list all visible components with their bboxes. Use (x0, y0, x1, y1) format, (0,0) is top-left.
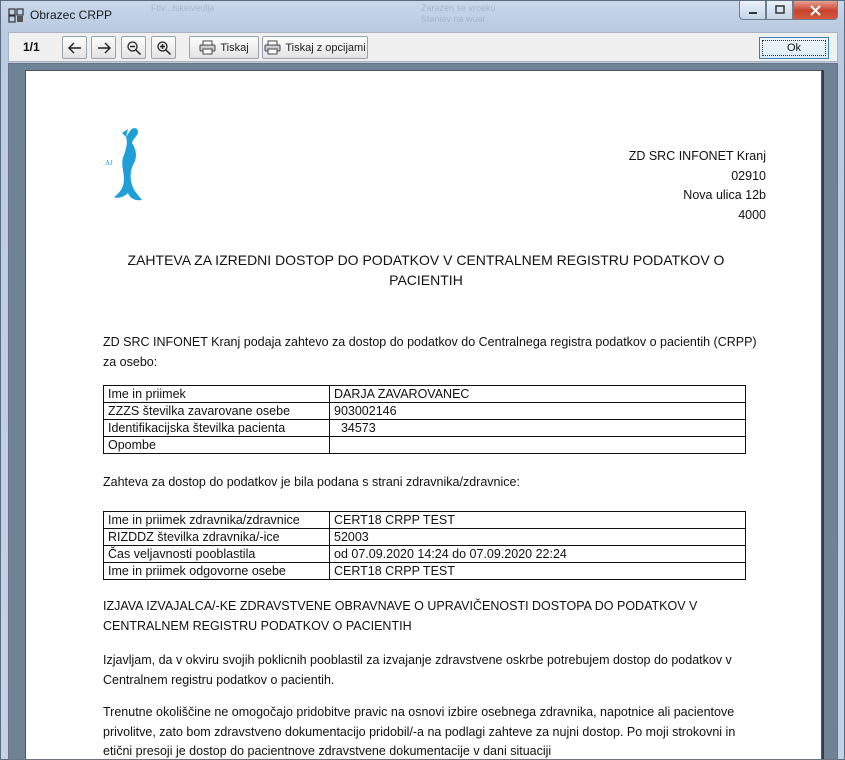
maximize-icon (775, 5, 785, 15)
document-viewer[interactable] (8, 63, 838, 760)
table-row (104, 563, 746, 580)
printer-icon (264, 40, 281, 55)
document-page (25, 70, 822, 760)
maximize-button[interactable] (766, 1, 793, 20)
table-label: ZZZS številka zavarovane osebe (104, 403, 330, 420)
declaration-paragraph: Izjavljam, da v okviru svojih poklicnih pooblastil za izvajanje zdravstvene oskrbe potrebujem dostop do podatkov v Centralnem registru podatkov o pacientih. (103, 653, 732, 687)
table-row (104, 386, 746, 403)
printer-icon (199, 40, 216, 55)
minimize-button[interactable] (739, 1, 766, 20)
table-row (104, 420, 746, 437)
declaration-title: IZJAVA IZVAJALCA/-KE ZDRAVSTVENE OBRAVNAVE O UPRAVIČENOSTI DOSTOPA DO PODATKOV V CENTRALNEM REGISTRU PODATKOV O PACIENTIH (103, 599, 698, 633)
table-row (104, 437, 746, 454)
table-row (104, 512, 746, 529)
app-icon (8, 7, 24, 23)
sender-name: ZD SRC INFONET Kranj (628, 149, 766, 163)
table-value (330, 437, 746, 454)
print-options-button[interactable] (262, 36, 368, 59)
background-ghost-text: Zarazen se vroeku (421, 3, 496, 13)
next-page-button[interactable] (91, 36, 116, 59)
previous-page-button[interactable] (62, 36, 87, 59)
close-button[interactable] (793, 1, 838, 20)
zoom-out-icon (126, 40, 142, 56)
table-label: Identifikacijska številka pacienta (104, 420, 330, 437)
window-title: Obrazec CRPP (30, 8, 113, 22)
table-row (104, 529, 746, 546)
document-title: ZAHTEVA ZA IZREDNI DOSTOP DO PODATKOV V CENTRALNEM REGISTRU PODATKOV O PACIENTIH (127, 252, 725, 288)
zoom-in-button[interactable] (151, 36, 176, 59)
ok-button[interactable]: Ok (759, 37, 829, 59)
table-value: 52003 (330, 529, 746, 546)
background-ghost-text: Ftiv...tskeiveulja (151, 3, 215, 13)
table-value: DARJA ZAVAROVANEC (330, 386, 746, 403)
minimize-icon (748, 5, 758, 15)
window-controls (739, 1, 838, 21)
close-icon (810, 5, 821, 16)
table-label: Opombe (104, 437, 330, 454)
table-value: 903002146 (330, 403, 746, 420)
svg-text:AJ: AJ (105, 159, 113, 167)
table-label: RIZDDZ številka zdravnika/-ice (104, 529, 330, 546)
table-value: CERT18 CRPP TEST (330, 563, 746, 580)
table-value: CERT18 CRPP TEST (330, 512, 746, 529)
print-label: Tiskaj (220, 41, 249, 54)
table-row (104, 403, 746, 420)
table-value: od 07.09.2020 14:24 do 07.09.2020 22:24 (330, 546, 746, 563)
print-options-label: Tiskaj z opcijami (285, 41, 366, 54)
zoom-out-button[interactable] (121, 36, 146, 59)
sender-postal: 4000 (738, 207, 766, 222)
sender-address (629, 147, 766, 225)
doctor-table (103, 511, 746, 580)
viewer-toolbar (8, 32, 838, 62)
mermaid-logo (102, 125, 158, 205)
declaration-paragraph: Trenutne okoliščine ne omogočajo pridobitve pravic na osnovi izbire osebnega zdravnika, napotnice ali pacientove privolitve, zato bom zdravstveno dokumentacijo pridobil/-a na podlagi zahteve za nujni dostop. Po moji strokovni in etični presoji je dostop do pacientnove zdravstvene dokumentacije v dani situaciji (103, 705, 736, 758)
arrow-right-icon (96, 41, 112, 55)
table-label: Ime in priimek odgovorne osebe (104, 563, 330, 580)
zoom-in-icon (156, 40, 172, 56)
table-label: Čas veljavnosti pooblastila (104, 546, 330, 563)
table-value: 34573 (330, 420, 746, 437)
arrow-left-icon (67, 41, 83, 55)
intro-paragraph: ZD SRC INFONET Kranj podaja zahtevo za dostop do podatkov do Centralnega registra podatkov o pacientih (CRPP) za osebo: (103, 335, 757, 369)
doctor-intro-paragraph: Zahteva za dostop do podatkov je bila podana s strani zdravnika/zdravnice: (103, 475, 520, 489)
sender-code: 02910 (731, 168, 766, 183)
background-ghost-text: Staniev na wuar (421, 14, 486, 24)
patient-table (103, 385, 746, 454)
page-indicator: 1/1 (23, 40, 40, 54)
table-label: Ime in priimek zdravnika/zdravnice (104, 512, 330, 529)
print-button[interactable] (189, 36, 259, 59)
table-label: Ime in priimek (104, 386, 330, 403)
title-bar[interactable] (1, 1, 844, 31)
table-row (104, 546, 746, 563)
sender-street: Nova ulica 12b (683, 188, 766, 202)
